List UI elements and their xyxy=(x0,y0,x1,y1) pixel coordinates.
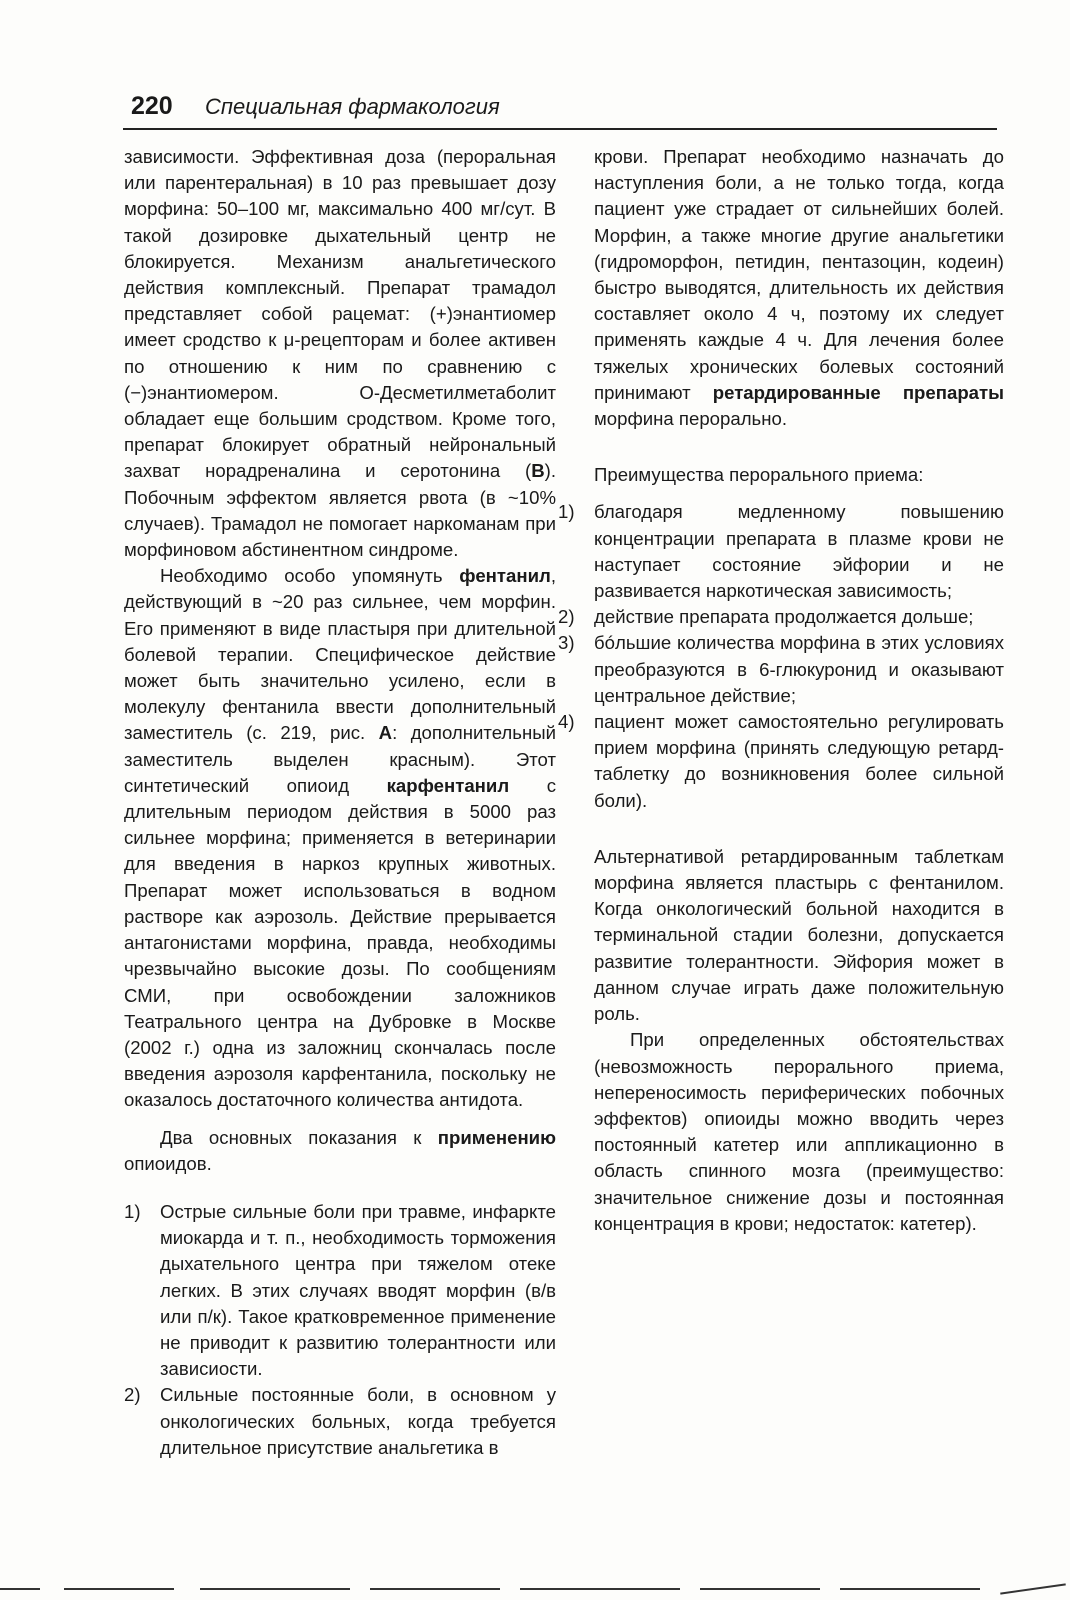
paragraph-indications: Два основных показания к применению опиоидов. xyxy=(124,1126,556,1174)
scan-edge-line xyxy=(0,1588,40,1590)
left-column xyxy=(124,144,556,1461)
list-item: 1) Острые сильные боли при травме, инфаркте миокарда и т. п., необходимость торможения дыхательного центра при тяжелом отеке легких. В этих случаях вводят морфин (в/в или п/к). Такое кратковременное применение не приводит к развитию толерантности или зависиости. xyxy=(124,1200,556,1380)
paragraph-patch: Альтернативой ретардированным таблеткам морфина является пластырь с фентанилом. Когда онкологический больной находится в терминальной стадии болезни, допускается развитие толерантности. Эйфория может в данном случае играть даже положительную роль. xyxy=(594,845,1004,1025)
figure-ref-a: A xyxy=(378,722,393,744)
paragraph-fentanyl: Необходимо особо упомянуть фентанил, действующий в ~20 раз сильнее, чем морфин. Его применяют в виде пластыря при длительной болевой терапии. Специфическое действие может быть значительно усилено, если в молекулу фентанила ввести дополнительный заместитель (с. 219, рис. A: дополнительный заместитель выделен красным). Этот синтетический опиоид карфентанил с длительным периодом действия в 5000 раз сильнее морфина; применяется в ветеринарии для введения в наркоз крупных животных. Препарат может использоваться в водном растворе как аэрозоль. Действие прерывается антагонистами морфина, правда, необходимы чрезвычайно высокие дозы. По сообщениям СМИ, при освобождении заложников Театрального центра на Дубровке в Москве (2002 г.) одна из заложниц скончалась после введения аэрозоля карфентанила, поскольку не оказалось достаточного количества антидота. xyxy=(124,565,556,1111)
scan-edge-line xyxy=(64,1588,174,1590)
scan-edge-line xyxy=(840,1588,980,1590)
scan-edge-line xyxy=(200,1588,350,1590)
figure-ref-b: B xyxy=(531,460,545,482)
list-item: 3) бóльшие количества морфина в этих условиях преобразуются в 6-глюкуронид и оказывают центральное действие; xyxy=(558,632,1004,706)
right-column xyxy=(558,144,1004,1237)
paragraph-catheter: При определенных обстоятельствах (невозможность перорального приема, непереносимость периферических побочных эффектов) опиоиды можно вводить через постоянный катетер или аппликационно в область спинного мозга (преимущество: значительное снижение дозы и постоянная концентрация в крови; недостаток: катетер). xyxy=(594,1029,1004,1234)
list-item: 1) благодаря медленному повышению концентрации препарата в плазме крови не наступает состояние эйфории и не развивается наркотическая зависимость; xyxy=(558,501,1004,602)
term-carfentanil: карфентанил xyxy=(386,774,510,796)
paragraph-blood: крови. Препарат необходимо назначать до наступления боли, а не только тогда, когда пациент уже страдает от сильнейших болей. Морфин, а также многие другие анальгетики (гидроморфон, петидин, пентазоцин, кодеин) быстро выводятся, длительность их действия составляет около 4 ч, поэтому их следует применять каждые 4 ч. Для лечения более тяжелых хронических болевых состояний принимают ретардированные препараты морфина перорально. xyxy=(594,146,1004,430)
scan-edge-line xyxy=(370,1588,500,1590)
scan-edge-line xyxy=(520,1588,680,1590)
page-number: 220 xyxy=(131,92,173,120)
paragraph-tramadol: зависимости. Эффективная доза (пероральная или парентеральная) в 10 раз превышает дозу морфина: 50–100 мг, максимально 400 мг/сут. В такой дозировке дыхательный центр не блокируется. Механизм анальгетического действия комплексный. Препарат трамадол представляет собой рацемат: (+)энантиомер имеет сродство к μ-рецепторам и более активен по отношению к ним по сравнению с (−)энантиомером. О-Десметилметаболит обладает еще большим сродством. Кроме того, препарат блокирует обратный нейрональный захват норадреналина и серотонина (B). Побочным эффектом является рвота (в ~10% случаев). Трамадол не помогает наркоманам при морфиновом абстинентном синдроме. xyxy=(124,146,556,561)
indications-list xyxy=(124,1199,556,1461)
list-item: 2) действие препарата продолжается дольше; xyxy=(558,606,974,628)
header-rule xyxy=(123,128,997,130)
page-header xyxy=(123,92,995,130)
scan-edge-line xyxy=(1000,1583,1066,1594)
list-caption: Преимущества перорального приема: xyxy=(594,464,924,486)
advantages-list xyxy=(558,499,1004,813)
scan-edge-line xyxy=(700,1588,820,1590)
running-title: Специальная фармакология xyxy=(205,94,500,119)
list-item: 4) пациент может самостоятельно регулировать прием морфина (принять следующую ретард-таблетку до возникновения более сильной боли). xyxy=(558,711,1004,811)
term-fentanyl: фентанил xyxy=(459,565,551,587)
term-application: применению xyxy=(437,1126,556,1148)
term-retard-preparations: ретардированные препараты xyxy=(712,381,1004,403)
list-item: 2) Сильные постоянные боли, в основном у онкологических больных, когда требуется длительное присутствие анальгетика в xyxy=(124,1384,556,1458)
